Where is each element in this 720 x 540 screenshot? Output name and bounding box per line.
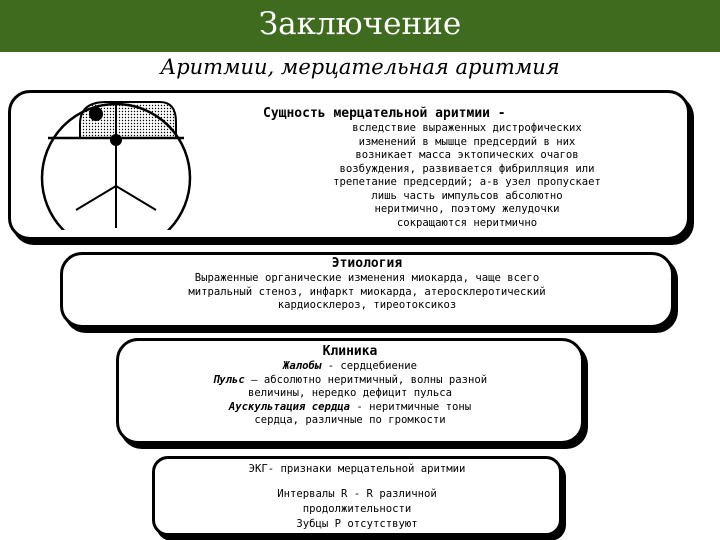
auscultation-line-2: сердца, различные по громкости: [254, 414, 446, 426]
left-bundle-branch: [76, 186, 116, 210]
essence-line: возникает масса эктопических очагов: [355, 149, 579, 161]
heart-conduction-diagram: [28, 98, 198, 230]
auscultation-term: Аускультация сердца: [228, 400, 350, 413]
ecg-rr-duration: продолжительности: [302, 503, 412, 515]
etiology-line: митральный стеноз, инфаркт миокарда, атеросклеротический: [188, 285, 546, 298]
etiology-line: кардиосклероз, тиреотоксикоз: [277, 299, 457, 311]
auscultation-text: - неритмичные тоны: [350, 400, 472, 413]
etiology-text: [66, 272, 668, 313]
essence-line: изменений в мышце предсердий в них: [358, 135, 576, 148]
complaints-line: [120, 360, 580, 374]
slide-subtitle: Аритмии, мерцательная аритмия: [160, 55, 560, 79]
auscultation-line: [120, 401, 580, 415]
ecg-heading: ЭКГ- признаки мерцательной аритмии: [248, 463, 466, 475]
clinic-text: [120, 360, 580, 428]
complaints-term: Жалобы: [283, 360, 322, 372]
complaints-text: - сердцебиение: [321, 360, 417, 372]
essence-line: сокращаются неритмично: [396, 216, 538, 229]
etiology-title: Этиология: [331, 256, 403, 271]
pulse-line-2: величины, нередко дефицит пульса: [247, 387, 453, 399]
clinic-title: Клиника: [322, 344, 378, 359]
pulse-text: – абсолютно неритмичный, волны разной: [244, 373, 488, 386]
essence-line: возбуждения, развивается фибрилляция или: [339, 162, 595, 175]
essence-line: неритмично, поэтому желудочки: [374, 203, 560, 215]
sinus-node-dot: [89, 107, 103, 121]
essence-line: вследствие выраженных дистрофических: [352, 122, 582, 134]
essence-text: [262, 122, 672, 230]
etiology-line: Выраженные органические изменения миокарда, чаще всего: [194, 272, 540, 284]
essence-line: трепетание предсердий; а-в узел пропускает: [333, 176, 601, 188]
slide-title: Заключение: [258, 6, 462, 42]
right-bundle-branch: [116, 186, 156, 210]
ecg-rr-interval: Интервалы R - R различной: [277, 488, 437, 500]
ecg-text: [156, 462, 558, 532]
essence-line: лишь часть импульсов абсолютно: [371, 189, 563, 202]
ecg-p-waves: Зубцы Р отсутствуют: [296, 518, 418, 530]
pulse-line: [120, 374, 580, 388]
essence-title: Сущность мерцательной аритмии -: [263, 106, 506, 121]
pulse-term: Пульс: [212, 373, 245, 386]
